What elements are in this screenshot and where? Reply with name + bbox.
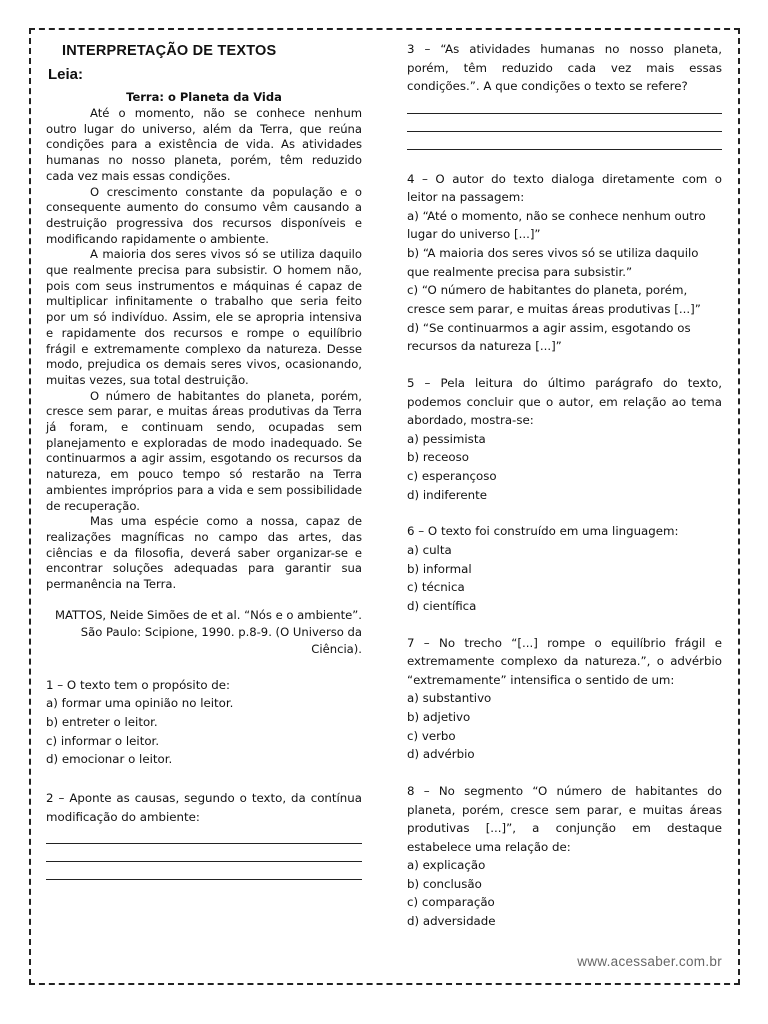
question-6-option-d[interactable]: d) científica	[407, 599, 477, 614]
question-4-option-a[interactable]: a) “Até o momento, não se conhece nenhum outro lugar do universo [...]”	[407, 208, 706, 242]
question-5	[407, 374, 722, 504]
question-6-option-a[interactable]: a) culta	[407, 542, 452, 557]
question-7	[407, 634, 722, 764]
question-1-option-b[interactable]: b) entreter o leitor.	[46, 715, 158, 729]
read-instruction: Leia:	[48, 66, 84, 83]
question-7-option-c[interactable]: c) verbo	[407, 728, 456, 743]
footer-site-url: www.acessaber.com.br	[577, 954, 722, 969]
text-paragraph-3: A maioria dos seres vivos só se utiliza daquilo que realmente precisa para subsistir. O homem não, pois com seus instrumentos e máquinas é capaz de multiplicar infinitamente o trabalho que seria feito por um só indivíduo. Assim, ele se apropria intensiva e rapidamente dos recursos e rompe o equilíbrio frágil e extremamente complexo da natureza. Desse modo, prejudica os demais seres vivos, ocasionando, muitas vezes, sua total destruição.	[46, 247, 362, 387]
text-paragraph-4: O número de habitantes do planeta, porém, cresce sem parar, e muitas áreas produtivas da Terra já foram, e continuam sendo, ocupadas sem planejamento e exploradas de modo inadequado. Se continuarmos a agir assim, esgotando os recursos da natureza, em pouco tempo só restarão na Terra ambientes impróprios para a vida e sem possibilidade de recuperação.	[46, 388, 362, 513]
question-8	[407, 782, 722, 931]
worksheet-title: INTERPRETAÇÃO DE TEXTOS	[62, 43, 277, 59]
question-7-option-d[interactable]: d) advérbio	[407, 747, 475, 762]
answer-line[interactable]	[407, 96, 722, 114]
question-4-option-d[interactable]: d) “Se continuarmos a agir assim, esgotando os recursos da natureza [...]”	[407, 320, 691, 354]
answer-line[interactable]	[407, 114, 722, 132]
question-1-option-d[interactable]: d) emocionar o leitor.	[46, 752, 173, 767]
question-7-text: 7 – No trecho “[...] rompe o equilíbrio frágil e extremamente complexo da natureza.”, o advérbio “extremamente” intensifica o sentido de um:	[407, 635, 722, 687]
question-8-option-c[interactable]: c) comparação	[407, 895, 495, 910]
question-4-text: 4 – O autor do texto dialoga diretamente com o leitor na passagem:	[407, 171, 722, 204]
question-5-option-d[interactable]: d) indiferente	[407, 487, 487, 502]
question-4-option-c[interactable]: c) “O número de habitantes do planeta, porém, cresce sem parar, e muitas áreas produtivas [...]”	[407, 283, 701, 317]
question-8-option-a[interactable]: a) explicação	[407, 858, 486, 873]
question-1-option-a[interactable]: a) formar uma opinião no leitor.	[46, 696, 234, 711]
question-1-option-c[interactable]: c) informar o leitor.	[46, 733, 160, 748]
question-2-text: 2 – Aponte as causas, segundo o texto, da contínua modificação do ambiente:	[46, 791, 362, 824]
question-3-text: 3 – “As atividades humanas no nosso planeta, porém, têm reduzido cada vez mais essas condições.”. A que condições o texto se refere?	[407, 42, 722, 93]
question-6-option-b[interactable]: b) informal	[407, 561, 472, 576]
answer-line[interactable]	[46, 844, 362, 862]
answer-line[interactable]	[46, 862, 362, 880]
right-column	[407, 40, 722, 931]
question-5-text: 5 – Pela leitura do último parágrafo do texto, podemos concluir que o autor, em relação ao tema abordado, mostra-se:	[407, 376, 722, 428]
answer-line[interactable]	[407, 132, 722, 150]
question-5-option-a[interactable]: a) pessimista	[407, 431, 486, 446]
question-7-option-b[interactable]: b) adjetivo	[407, 709, 471, 724]
question-4	[407, 170, 722, 357]
question-1	[46, 676, 362, 769]
answer-line[interactable]	[46, 826, 362, 844]
text-paragraph-5: Mas uma espécie como a nossa, capaz de realizações magníficas no campo das artes, das ciências e da filosofia, deverá saber organizar-se e encontrar soluções adequadas para garantir sua permanência na Terra.	[46, 514, 362, 592]
question-5-option-c[interactable]: c) esperançoso	[407, 469, 497, 484]
question-5-option-b[interactable]: b) receoso	[407, 450, 470, 465]
question-7-option-a[interactable]: a) substantivo	[407, 691, 492, 706]
question-1-text: 1 – O texto tem o propósito de:	[46, 677, 231, 692]
text-paragraph-1: Até o momento, não se conhece nenhum outro lugar do universo, além da Terra, que reúna condições para a existência de vida. As atividades humanas no nosso planeta, porém, têm reduzido cada vez mais essas condições.	[46, 106, 362, 183]
question-6-option-c[interactable]: c) técnica	[407, 580, 465, 595]
question-8-text: 8 – No segmento “O número de habitantes do planeta, porém, cresce sem parar, e muitas áreas produtivas [...]”, a conjunção em destaque estabelece uma relação de:	[407, 784, 722, 854]
question-3	[407, 40, 722, 150]
text-title: Terra: o Planeta da Vida	[126, 90, 282, 104]
question-8-option-d[interactable]: d) adversidade	[407, 914, 496, 929]
question-6-text: 6 – O texto foi construído em uma linguagem:	[407, 524, 679, 539]
question-2	[46, 789, 362, 880]
text-paragraph-2: O crescimento constante da população e o consequente aumento do consumo vêm causando a destruição progressiva dos recursos disponíveis e modificando rapidamente o ambiente.	[46, 184, 362, 246]
question-6	[407, 522, 722, 615]
question-8-option-b[interactable]: b) conclusão	[407, 876, 482, 891]
left-column	[46, 40, 362, 880]
text-reference: MATTOS, Neide Simões de et al. “Nós e o ambiente”. São Paulo: Scipione, 1990. p.8-9. (O Universo da Ciência).	[54, 607, 362, 656]
question-4-option-b[interactable]: b) “A maioria dos seres vivos só se utiliza daquilo que realmente precisa para subsistir.”	[407, 245, 699, 279]
